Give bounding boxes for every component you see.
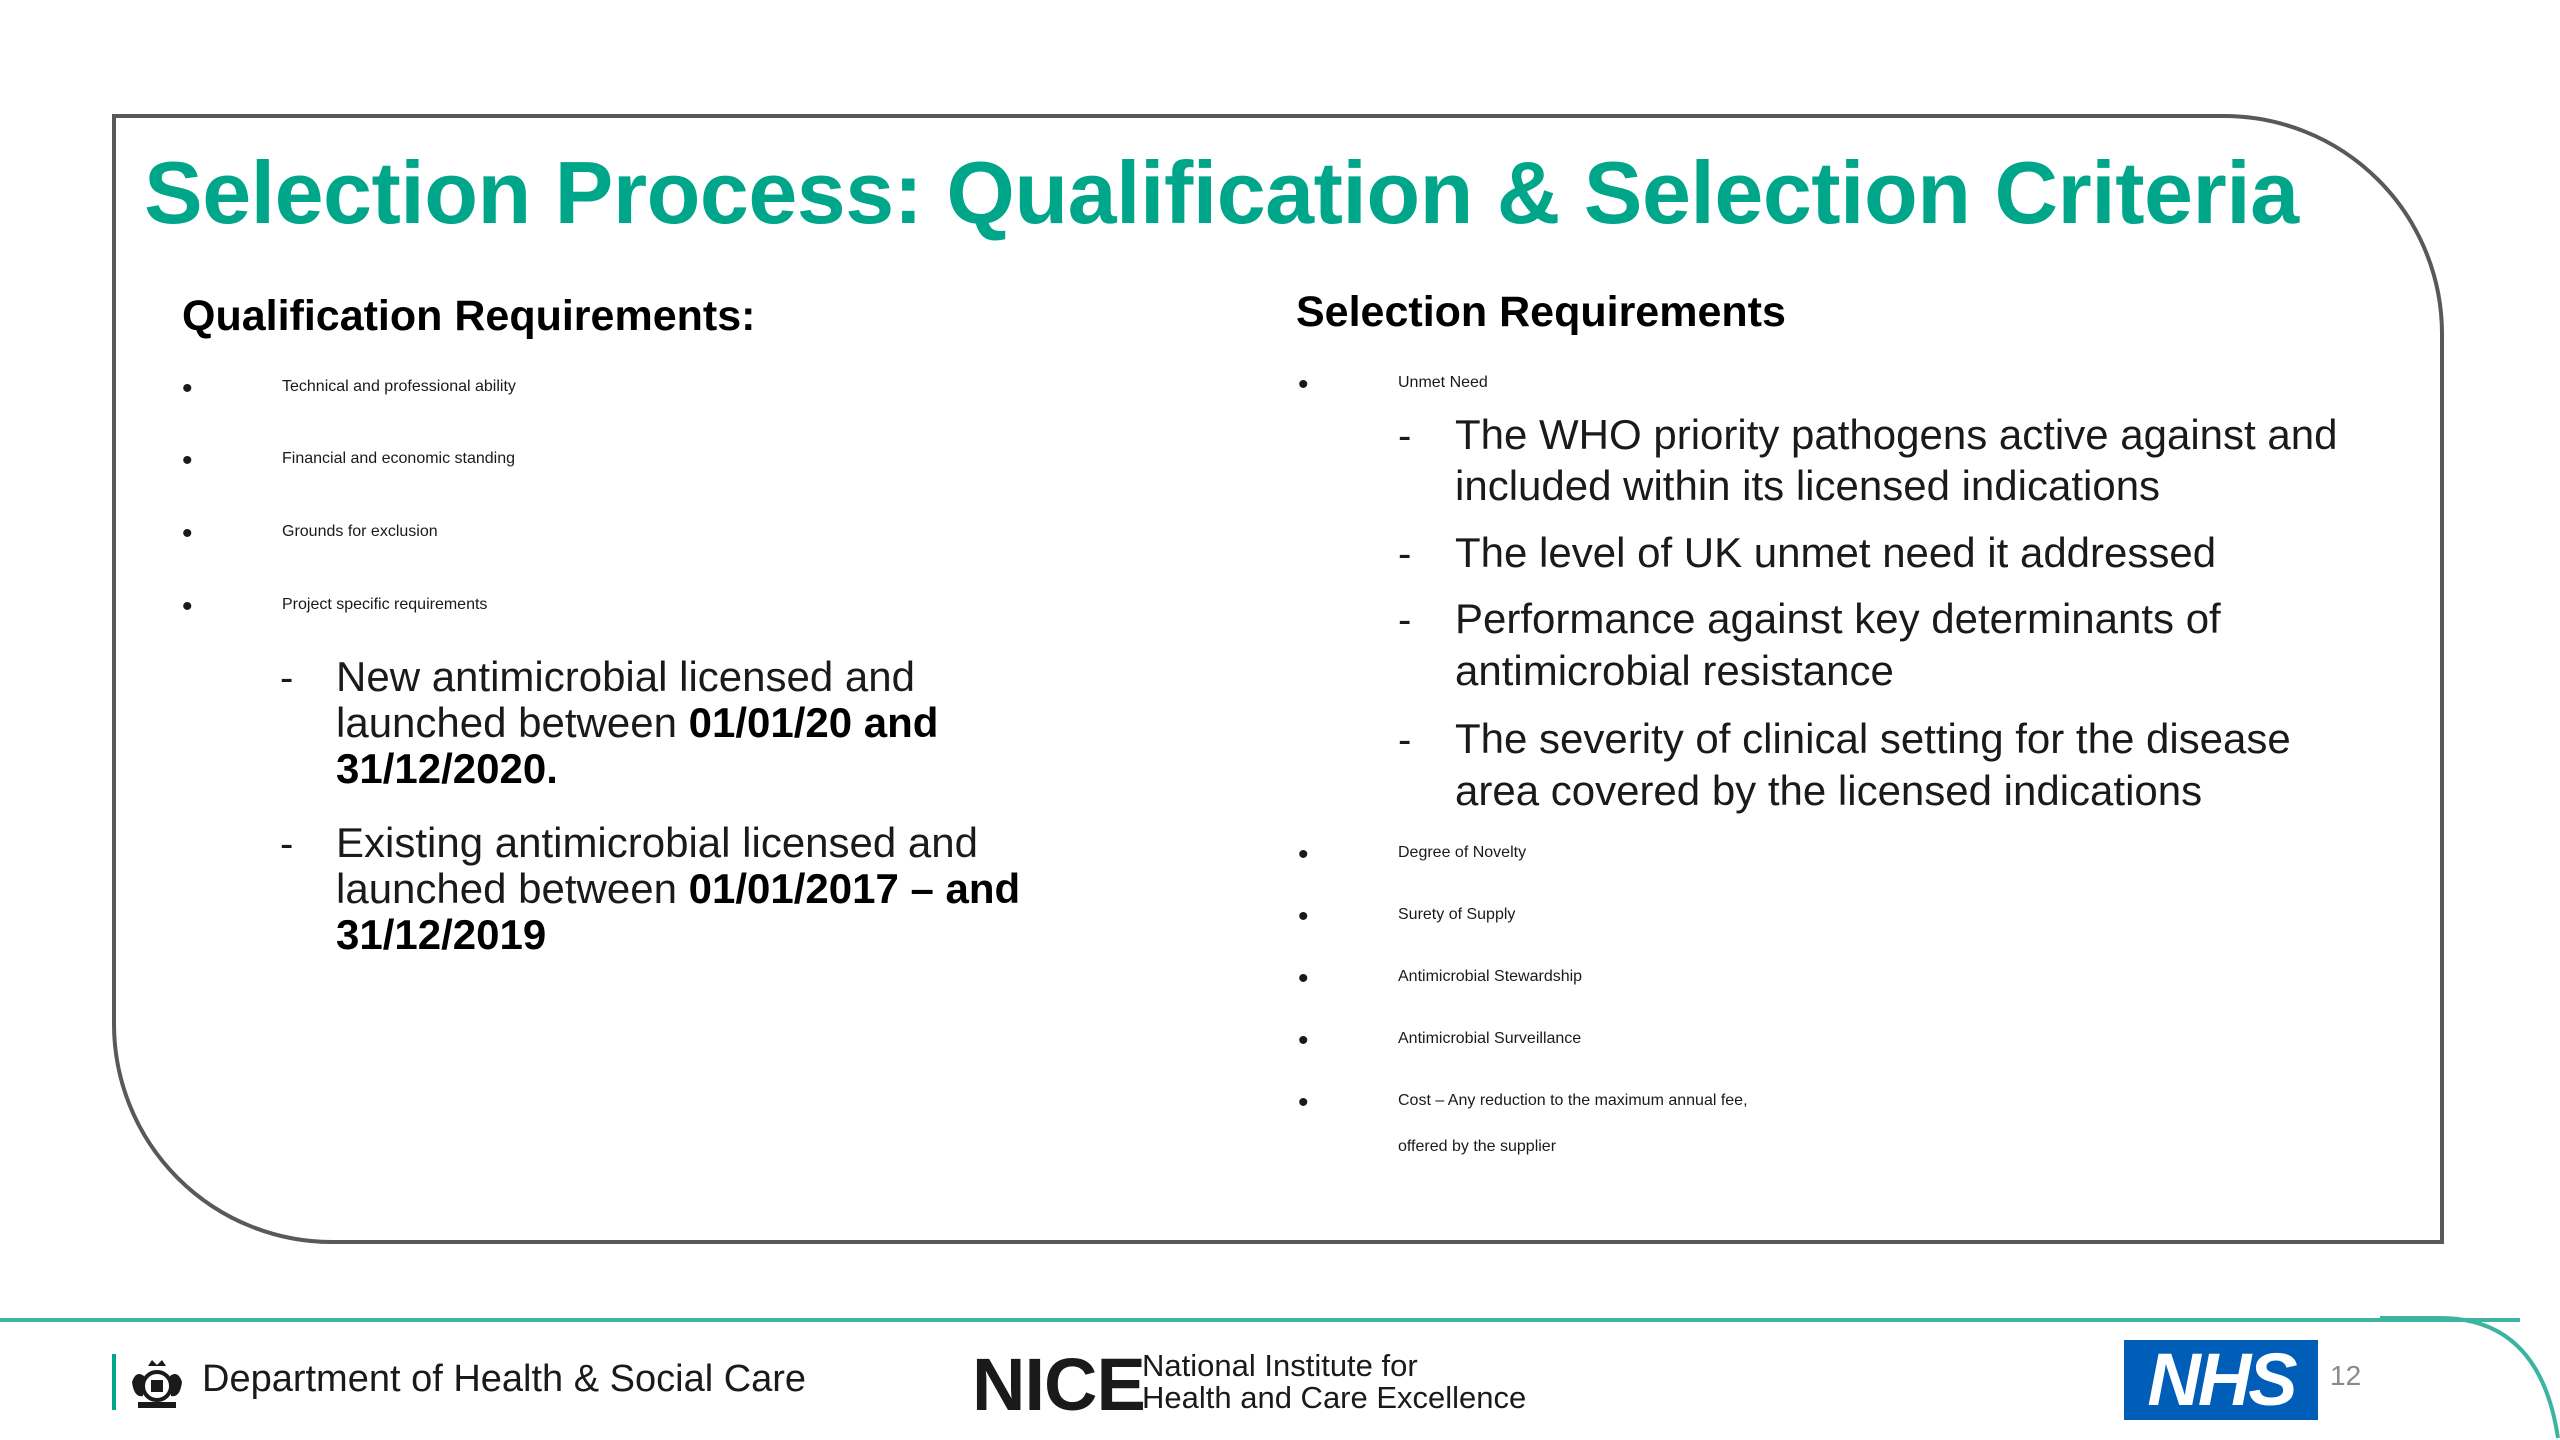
nice-name-line2: Health and Care Excellence	[1142, 1380, 1527, 1415]
nhs-logo-text: NHS	[2147, 1338, 2295, 1421]
sub-item-line: area covered by the licensed indications	[1455, 767, 2203, 814]
sub-item-line: included within its licensed indications	[1455, 462, 2161, 509]
slide-title: Selection Process: Qualification & Selection Criteria	[144, 143, 2299, 242]
bullet-icon: •	[1298, 838, 1309, 871]
nhs-logo	[2124, 1340, 2318, 1420]
dash-icon: -	[1398, 414, 1412, 458]
dash-icon: -	[280, 656, 294, 700]
dash-icon: -	[1398, 718, 1412, 762]
list-item-text: Antimicrobial Stewardship	[1398, 968, 1583, 985]
page-number: 12	[2330, 1360, 2362, 1391]
dhsc-name: Department of Health & Social Care	[202, 1358, 807, 1400]
sub-item-line: Existing antimicrobial licensed and	[336, 819, 978, 866]
dash-icon: -	[280, 822, 294, 866]
footer-curve	[2380, 1316, 2560, 1440]
bullet-icon: •	[1298, 900, 1309, 933]
list-item-text: Technical and professional ability	[282, 378, 516, 395]
list-item-text: Financial and economic standing	[282, 450, 516, 467]
royal-crest-icon	[126, 1352, 188, 1414]
dhsc-accent-bar	[112, 1354, 116, 1410]
bullet-icon: •	[182, 590, 193, 623]
nice-logo: NICE	[972, 1343, 1145, 1426]
sub-item-line: The severity of clinical setting for the disease	[1455, 715, 2291, 762]
qualification-heading: Qualification Requirements:	[182, 292, 756, 340]
list-item-text: Cost – Any reduction to the maximum annual fee,	[1398, 1092, 1748, 1109]
list-item-text: offered by the supplier	[1398, 1138, 1557, 1155]
list-item-text: Project specific requirements	[282, 596, 488, 613]
sub-item-line: Performance against key determinants of	[1455, 595, 2221, 642]
dash-icon: -	[1398, 598, 1412, 642]
sub-item-line: New antimicrobial licensed and	[336, 653, 915, 700]
bullet-icon: •	[1298, 1086, 1309, 1119]
list-item-text: Degree of Novelty	[1398, 844, 1527, 861]
bullet-icon: •	[1298, 962, 1309, 995]
dash-icon: -	[1398, 532, 1412, 576]
list-item-text: Grounds for exclusion	[282, 523, 438, 540]
sub-item-line: The WHO priority pathogens active against and	[1455, 411, 2338, 458]
list-item-text: Surety of Supply	[1398, 906, 1516, 923]
list-item-text: Antimicrobial Surveillance	[1398, 1030, 1582, 1047]
footer-rule	[0, 1318, 2520, 1322]
sub-item-line: antimicrobial resistance	[1455, 647, 1894, 694]
bullet-icon: •	[182, 444, 193, 477]
sub-item-line: launched between 01/01/2017 – and	[336, 865, 1021, 912]
sub-item-line: launched between 01/01/20 and	[336, 699, 939, 746]
sub-item-line: 31/12/2019	[336, 911, 547, 958]
list-item-text: Unmet Need	[1398, 374, 1488, 391]
bullet-icon: •	[1298, 368, 1309, 401]
bullet-icon: •	[182, 372, 193, 405]
sub-item-line: 31/12/2020.	[336, 745, 558, 792]
bullet-icon: •	[182, 517, 193, 550]
bullet-icon: •	[1298, 1024, 1309, 1057]
selection-heading: Selection Requirements	[1296, 288, 1786, 336]
nice-name-line1: National Institute for	[1142, 1348, 1418, 1383]
sub-item-line: The level of UK unmet need it addressed	[1455, 529, 2217, 576]
